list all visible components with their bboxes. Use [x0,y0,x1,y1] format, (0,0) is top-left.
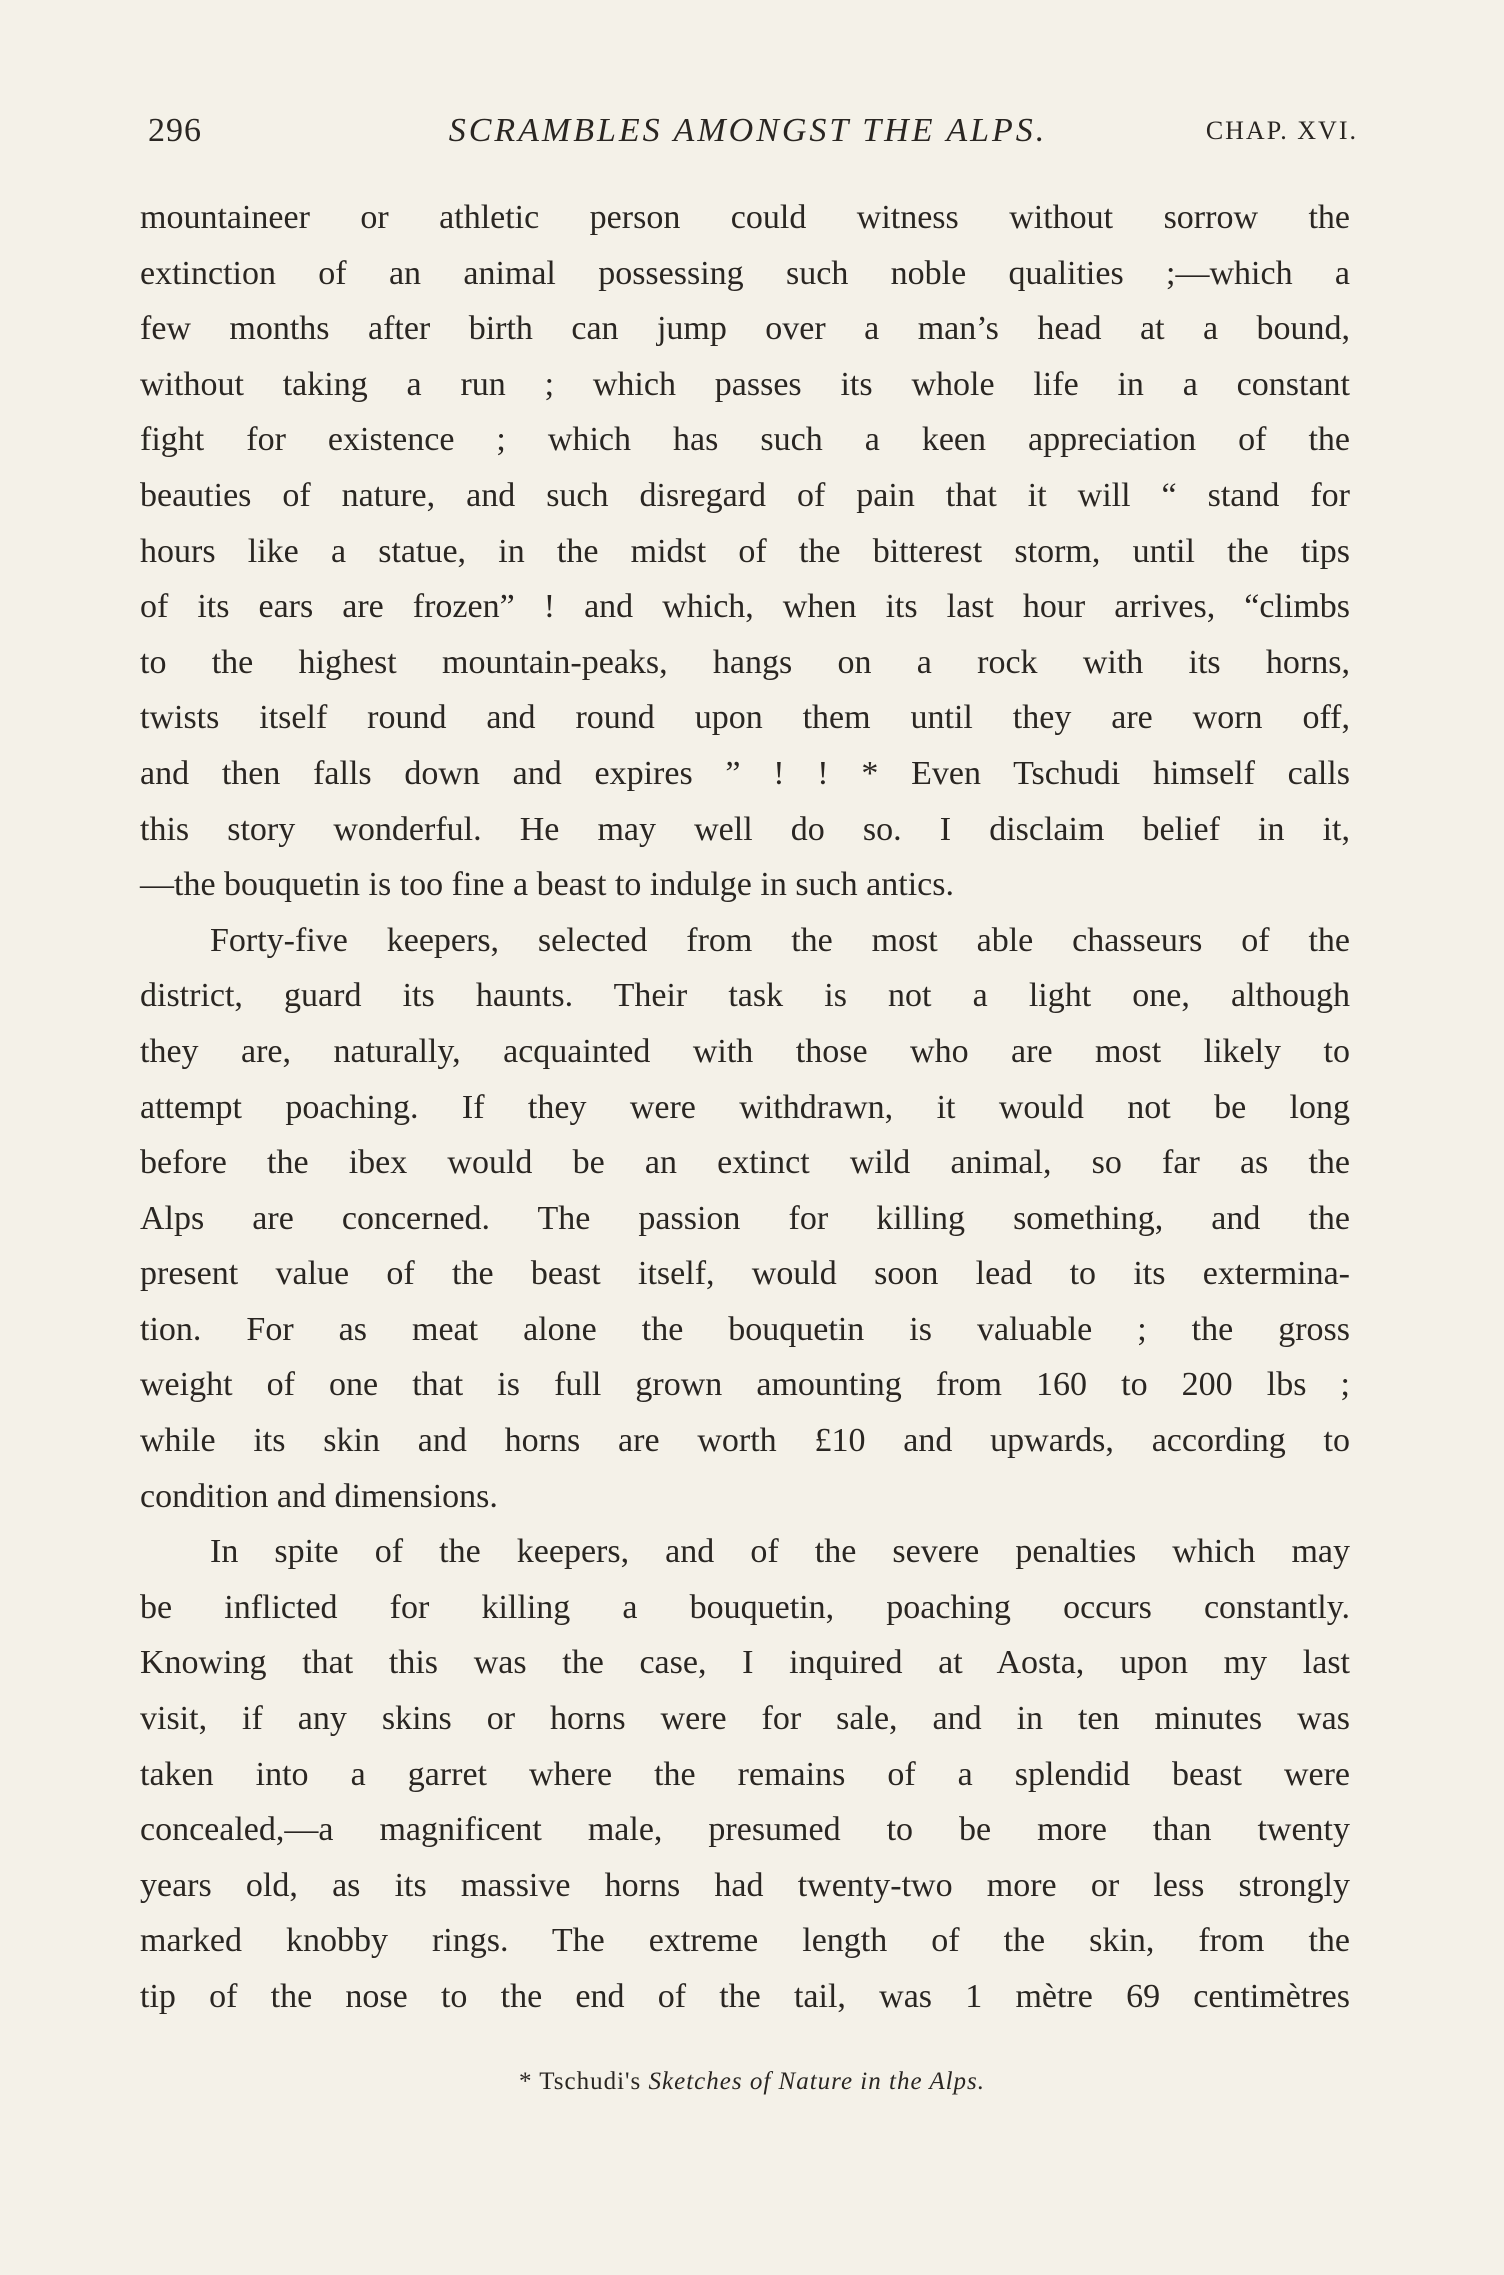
text-line: mountaineer or athletic person could witness without sorrow the [140,199,1350,236]
text-line: concealed,—a magnificent male, presumed to be more than twenty [140,1811,1350,1849]
footnote-book-title: Sketches of Nature in the Alps. [648,2068,986,2095]
text-line: before the ibex would be an extinct wild animal, so far as the [140,1144,1350,1182]
text-line: attempt poaching. If they were withdrawn, it would not be long [140,1088,1350,1126]
text-line: twists itself round and round upon them until they are worn off, [140,699,1350,737]
text-line: tip of the nose to the end of the tail, was 1 mètre 69 centimètres [140,1978,1350,2015]
text-line: and then falls down and expires ” ! ! * Even Tschudi himself calls [140,754,1350,792]
text-line: visit, if any skins or horns were for sale, and in ten minutes was [140,1700,1350,1738]
body-text [140,190,1350,2025]
text-line: few months after birth can jump over a man’s head at a bound, [140,310,1350,348]
paragraph-end-line: condition and dimensions. [140,1477,498,1515]
text-line: years old, as its massive horns had twenty-two more or less strongly [140,1866,1350,1904]
paragraph-end-line: —the bouquetin is too fine a beast to indulge in such antics. [140,866,954,904]
page-number: 296 [148,112,202,149]
text-line: to the highest mountain-peaks, hangs on a rock with its horns, [140,643,1350,681]
text-line: district, guard its haunts. Their task is not a light one, although [140,977,1350,1015]
text-line: extinction of an animal possessing such noble qualities ;—which a [140,254,1350,292]
book-title: SCRAMBLES AMONGST THE ALPS. [448,112,1048,149]
text-line: beauties of nature, and such disregard of pain that it will “ stand for [140,476,1350,514]
text-line: while its skin and horns are worth £10 and upwards, according to [140,1422,1350,1460]
text-line: marked knobby rings. The extreme length of the skin, from the [140,1922,1350,1960]
text-line: this story wonderful. He may well do so. I disclaim belief in it, [140,810,1350,848]
paragraph-start-line: Forty-five keepers, selected from the most able chasseurs of the [210,921,1350,959]
text-line: taken into a garret where the remains of a splendid beast were [140,1755,1350,1793]
text-line: tion. For as meat alone the bouquetin is valuable ; the gross [140,1310,1350,1348]
text-line: Alps are concerned. The passion for killing something, and the [140,1199,1350,1237]
text-line: hours like a statue, in the midst of the bitterest storm, until the tips [140,532,1350,570]
text-line: present value of the beast itself, would soon lead to its extermina- [140,1255,1350,1293]
text-line: weight of one that is full grown amounting from 160 to 200 lbs ; [140,1366,1350,1404]
running-head [138,112,1358,162]
text-line: they are, naturally, acquainted with those who are most likely to [140,1032,1350,1070]
text-line: fight for existence ; which has such a keen appreciation of the [140,421,1350,459]
footnote [0,2068,1504,2096]
paragraph-start-line: In spite of the keepers, and of the severe penalties which may [210,1533,1350,1571]
footnote-marker: * Tschudi's [518,2068,649,2095]
text-line: Knowing that this was the case, I inquired at Aosta, upon my last [140,1644,1350,1682]
chapter-label: CHAP. XVI. [1205,116,1358,145]
text-line: be inflicted for killing a bouquetin, poaching occurs constantly. [140,1588,1350,1626]
text-line: without taking a run ; which passes its whole life in a constant [140,365,1350,403]
text-line: of its ears are frozen” ! and which, when its last hour arrives, “climbs [140,588,1350,626]
